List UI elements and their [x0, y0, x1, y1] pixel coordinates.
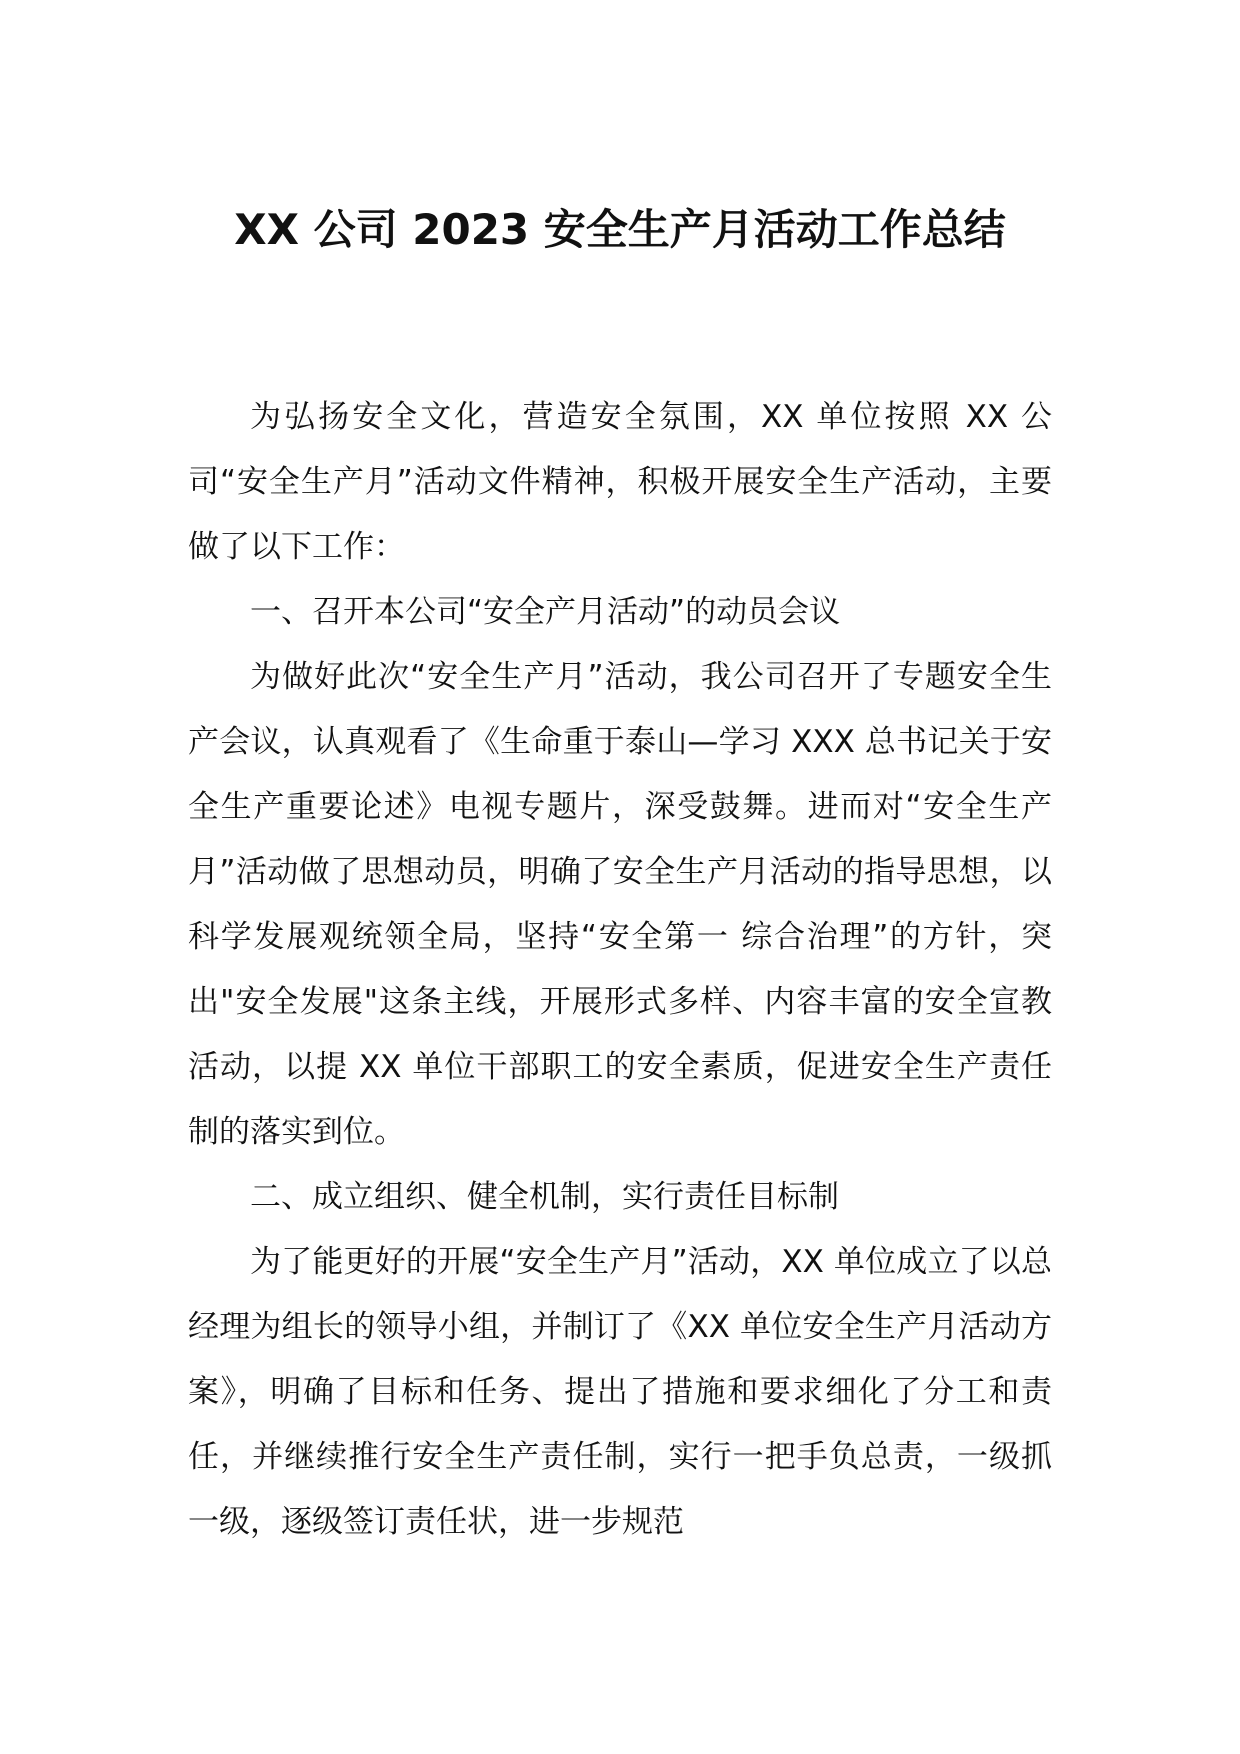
document-body — [188, 385, 1052, 1555]
section-1-paragraph: 为做好此次“安全生产月”活动，我公司召开了专题安全生产会议，认真观看了《生命重于泰山—学习 XXX 总书记关于安全生产重要论述》电视专题片，深受鼓舞。进而对“安全生产月”活动做了思想动员，明确了安全生产月活动的指导思想，以科学发展观统领全局，坚持“安全第一 综合治理”的方针，突出"安全发展"这条主线，开展形式多样、内容丰富的安全宣教活动，以提 XX 单位干部职工的安全素质，促进安全生产责任制的落实到位。 — [188, 659, 1052, 1150]
section-heading-2: 二、成立组织、健全机制，实行责任目标制 — [250, 1179, 839, 1215]
document-title: XX 公司 2023 安全生产月活动工作总结 — [234, 205, 1006, 254]
section-heading-1: 一、召开本公司“安全产月活动”的动员会议 — [250, 594, 841, 630]
section-2-paragraph: 为了能更好的开展“安全生产月”活动，XX 单位成立了以总经理为组长的领导小组，并制订了《XX 单位安全生产月活动方案》，明确了目标和任务、提出了措施和要求细化了分工和责任，并继续推行安全生产责任制，实行一把手负总责，一级抓一级，逐级签订责任状，进一步规范 — [188, 1244, 1052, 1540]
intro-paragraph: 为弘扬安全文化，营造安全氛围，XX 单位按照 XX 公司“安全生产月”活动文件精神，积极开展安全生产活动，主要做了以下工作： — [188, 399, 1052, 565]
